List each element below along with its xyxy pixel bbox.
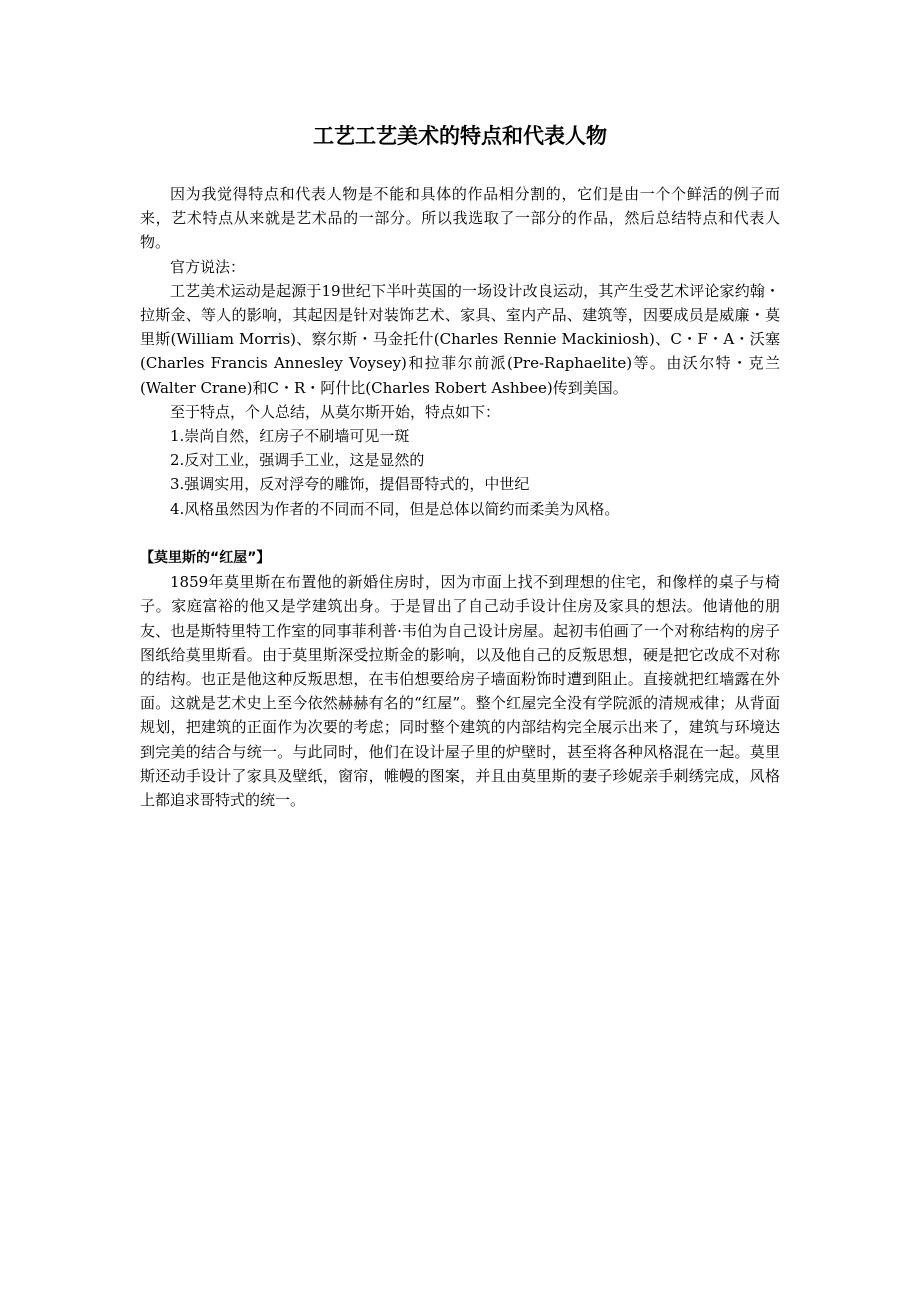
- page-title: 工艺工艺美术的特点和代表人物: [313, 124, 607, 148]
- red-house-section: [140, 546, 780, 812]
- feature-item: 3.强调实用，反对浮夸的雕饰，提倡哥特式的，中世纪: [170, 475, 530, 494]
- intro-section: [140, 182, 780, 521]
- official-paragraph: 工艺美术运动是起源于19世纪下半叶英国的一场设计改良运动，其产生受艺术评论家约翰・拉斯金、等人的影响，其起因是针对装饰艺术、家具、室内产品、建筑等，因要成员是威廉・莫里斯(William Morris)、察尔斯・马金托什(Charles Rennie Mackiniosh)、C・F・A・沃塞(Charles Francis Annesley Voysey)和拉菲尔前派(Pre-Raphaelite)等。由沃尔特・克兰(Walter Crane)和C・R・阿什比(Charles Robert Ashbee)传到美国。: [140, 281, 780, 397]
- feature-item: 4.风格虽然因为作者的不同而不同，但是总体以简约而柔美为风格。: [170, 499, 620, 518]
- red-house-paragraph: 1859年莫里斯在布置他的新婚住房时，因为市面上找不到理想的住宅，和像样的桌子与椅子。家庭富裕的他又是学建筑出身。于是冒出了自己动手设计住房及家具的想法。他请他的朋友、也是斯特里特工作室的同事菲利普·韦伯为自己设计房屋。起初韦伯画了一个对称结构的房子图纸给莫里斯看。由于莫里斯深受拉斯金的影响，以及他自己的反叛思想，硬是把它改成不对称的结构。也正是他这种反叛思想，在韦伯想要给房子墙面粉饰时遭到阻止。直接就把红墙露在外面。这就是艺术史上至今依然赫赫有名的“红屋”。整个红屋完全没有学院派的清规戒律；从背面规划，把建筑的正面作为次要的考虑；同时整个建筑的内部结构完全展示出来了，建筑与环境达到完美的结合与统一。与此同时，他们在设计屋子里的炉壁时，甚至将各种风格混在一起。莫里斯还动手设计了家具及壁纸，窗帘，帷幔的图案，并且由莫里斯的妻子珍妮亲手刺绣完成，风格上都追求哥特式的统一。: [140, 573, 780, 810]
- summary-lead: 至于特点，个人总结，从莫尔斯开始，特点如下：: [170, 402, 501, 421]
- official-label: 官方说法：: [170, 257, 246, 276]
- feature-item: 2.反对工业，强调手工业，这是显然的: [170, 451, 425, 470]
- intro-paragraph: 因为我觉得特点和代表人物是不能和具体的作品相分割的，它们是由一个个鲜活的例子而来，艺术特点从来就是艺术品的一部分。所以我选取了一部分的作品，然后总结特点和代表人物。: [140, 185, 780, 252]
- section-heading: 【莫里斯的“红屋”】: [140, 550, 271, 566]
- feature-item: 1.崇尚自然，红房子不刷墙可见一斑: [170, 427, 410, 446]
